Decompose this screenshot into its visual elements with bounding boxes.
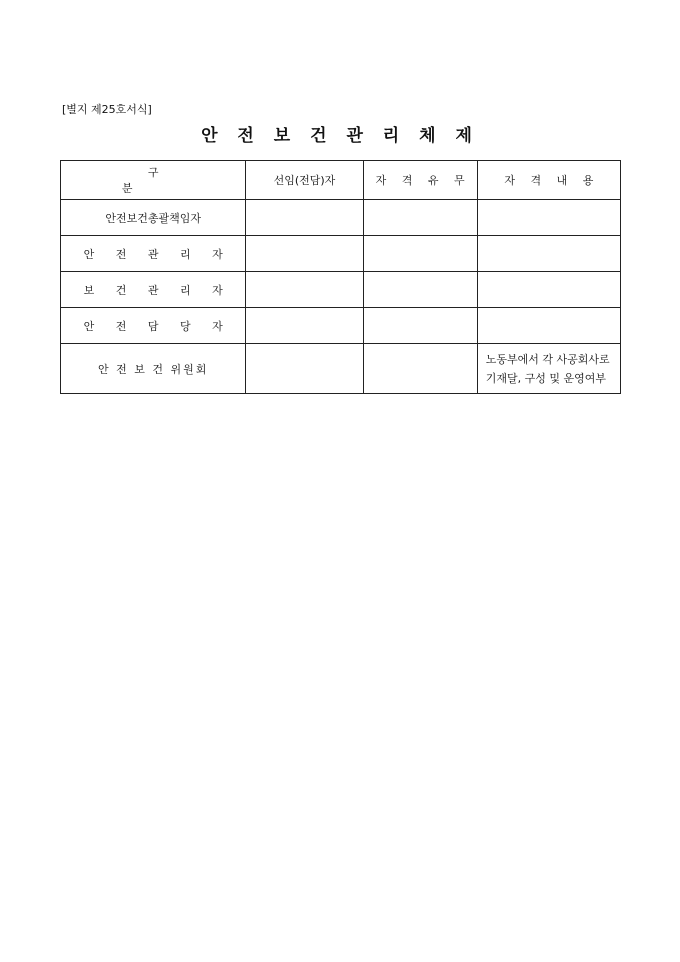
detail-cell [477, 272, 620, 308]
table-row [61, 200, 621, 236]
header-qualification-detail: 자 격 내 용 [477, 161, 620, 200]
row-label: 안 전 관 리 자 [61, 236, 246, 272]
table-header-row [61, 161, 621, 200]
row-label: 안전보건총괄책임자 [61, 200, 246, 236]
row-label: 보 건 관 리 자 [61, 272, 246, 308]
qualification-cell [363, 200, 477, 236]
qualification-cell [363, 308, 477, 344]
table-row [61, 236, 621, 272]
safety-management-table [60, 160, 621, 394]
row-label: 안 전 담 당 자 [61, 308, 246, 344]
appointee-cell [246, 272, 363, 308]
header-category: 구 분 [61, 161, 246, 200]
appointee-cell [246, 344, 363, 394]
appointee-cell [246, 308, 363, 344]
committee-note-cell [477, 344, 620, 394]
note-line: 노동부에서 각 사공회사로 [485, 352, 610, 366]
row-label: 안 전 보 건 위원회 [61, 344, 246, 394]
header-qualification: 자 격 유 무 [363, 161, 477, 200]
appointee-cell [246, 236, 363, 272]
table-row [61, 308, 621, 344]
appointee-cell [246, 200, 363, 236]
detail-cell [477, 200, 620, 236]
document-title: 안 전 보 건 관 리 체 제 [201, 126, 479, 146]
table-row [61, 272, 621, 308]
qualification-cell [363, 236, 477, 272]
note-line: 기재달, 구성 및 운영여부 [485, 371, 606, 385]
form-number-label: [별지 제25호서식] [62, 103, 152, 116]
qualification-cell [363, 272, 477, 308]
detail-cell [477, 236, 620, 272]
header-appointee: 선임(전담)자 [246, 161, 363, 200]
qualification-cell [363, 344, 477, 394]
table-row [61, 344, 621, 394]
detail-cell [477, 308, 620, 344]
